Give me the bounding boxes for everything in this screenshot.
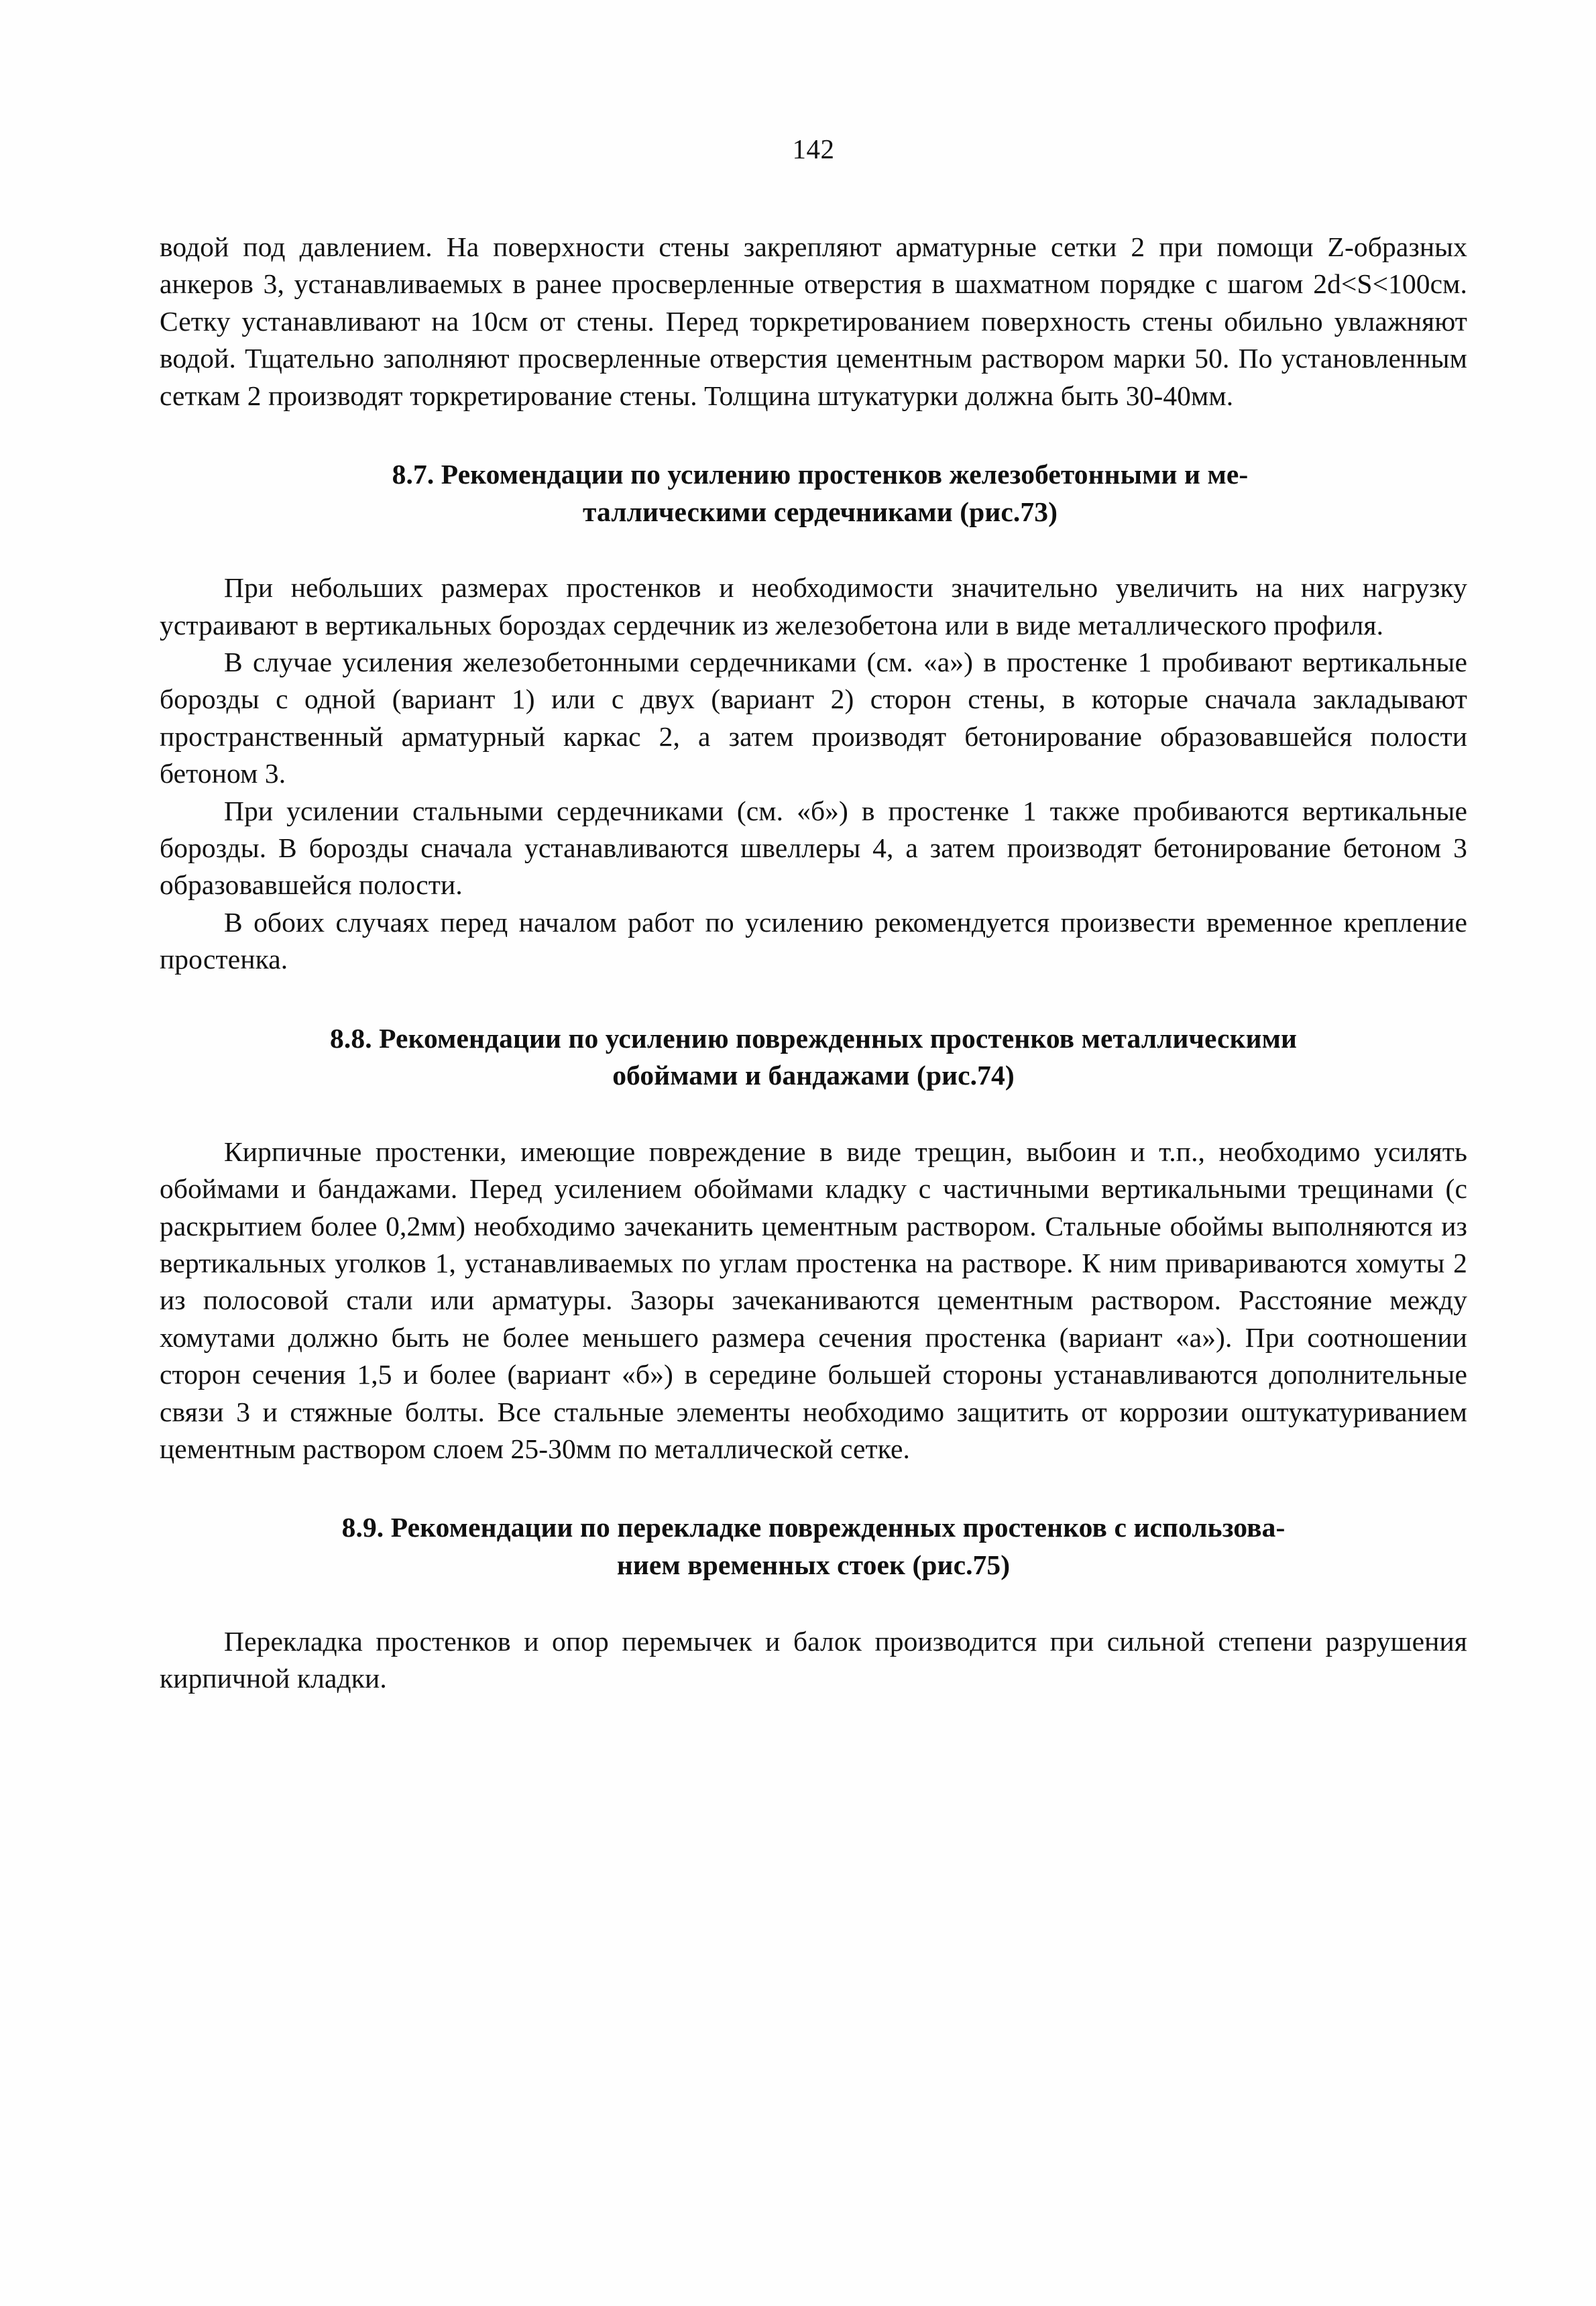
heading-8-8 bbox=[160, 1020, 1467, 1095]
heading-8-9 bbox=[160, 1509, 1467, 1584]
paragraph-8-7-3: При усилении стальными сердечниками (см. «б») в простенке 1 также пробиваются вертикальные борозды. В борозды сначала устанавливаются швеллеры 4, а затем производят бетонирование бетоном 3 образовавшейся полости. bbox=[160, 795, 1467, 901]
heading-8-7-line2: таллическими сердечниками (рис.73) bbox=[582, 496, 1058, 527]
heading-8-7 bbox=[160, 456, 1467, 531]
paragraph-8-7-2: В случае усиления железобетонными сердечниками (см. «а») в простенке 1 пробивают вертикальные борозды с одной (вариант 1) или с двух (вариант 2) сторон стены, в которые сначала закладывают пространственный арматурный каркас 2, а затем производят бетонирование образовавшейся полости бетоном 3. bbox=[160, 647, 1467, 789]
paragraph-8-7-1: При небольших размерах простенков и необходимости значительно увеличить на них нагрузку устраивают в вертикальных бороздах сердечник из железобетона или в виде металлического профиля. bbox=[160, 572, 1467, 641]
paragraph-intro: водой под давлением. На поверхности стены закрепляют арматурные сетки 2 при помощи Z-образных анкеров 3, устанавливаемых в ранее просверленные отверстия в шахматном порядке с шагом 2d<S<100см. Сетку устанавливают на 10см от стены. Перед торкретированием поверхность стены обильно увлажняют водой. Тщательно заполняют просверленные отверстия цементным раствором марки 50. По установленным сеткам 2 производят торкретирование стены. Толщина штукатурки должна быть 30-40мм. bbox=[160, 231, 1467, 411]
heading-8-8-line1: 8.8. Рекомендации по усилению поврежденных простенков металлическими bbox=[330, 1022, 1297, 1054]
heading-8-8-line2: обоймами и бандажами (рис.74) bbox=[612, 1060, 1015, 1091]
paragraph-8-7-4: В обоих случаях перед началом работ по усилению рекомендуется произвести временное крепление простенка. bbox=[160, 906, 1467, 975]
heading-8-9-line2: нием временных стоек (рис.75) bbox=[616, 1549, 1011, 1580]
paragraph-8-8-1: Кирпичные простенки, имеющие повреждение в виде трещин, выбоин и т.п., необходимо усилять обоймами и бандажами. Перед усилением обоймами кладку с частичными вертикальными трещинами (с раскрытием более 0,2мм) необходимо зачеканить цементным раствором. Стальные обоймы выполняются из вертикальных уголков 1, устанавливаемых по углам простенка на растворе. К ним привариваются хомуты 2 из полосовой стали или арматуры. Зазоры зачеканиваются цементным раствором. Расстояние между хомутами должно быть не более меньшего размера сечения простенка (вариант «а»). При соотношении сторон сечения 1,5 и более (вариант «б») в середине большей стороны устанавливаются дополнительные связи 3 и стяжные болты. Все стальные элементы необходимо защитить от коррозии оштукатуриванием цементным раствором слоем 25-30мм по металлической сетке. bbox=[160, 1136, 1467, 1464]
heading-8-9-line1: 8.9. Рекомендации по перекладке поврежденных простенков с использова- bbox=[341, 1512, 1286, 1543]
page-number: 142 bbox=[792, 133, 835, 164]
heading-8-7-line1: 8.7. Рекомендации по усилению простенков железобетонными и ме- bbox=[392, 459, 1249, 490]
page-content bbox=[160, 134, 1467, 1697]
paragraph-8-9-1: Перекладка простенков и опор перемычек и балок производится при сильной степени разрушения кирпичной кладки. bbox=[160, 1625, 1467, 1694]
